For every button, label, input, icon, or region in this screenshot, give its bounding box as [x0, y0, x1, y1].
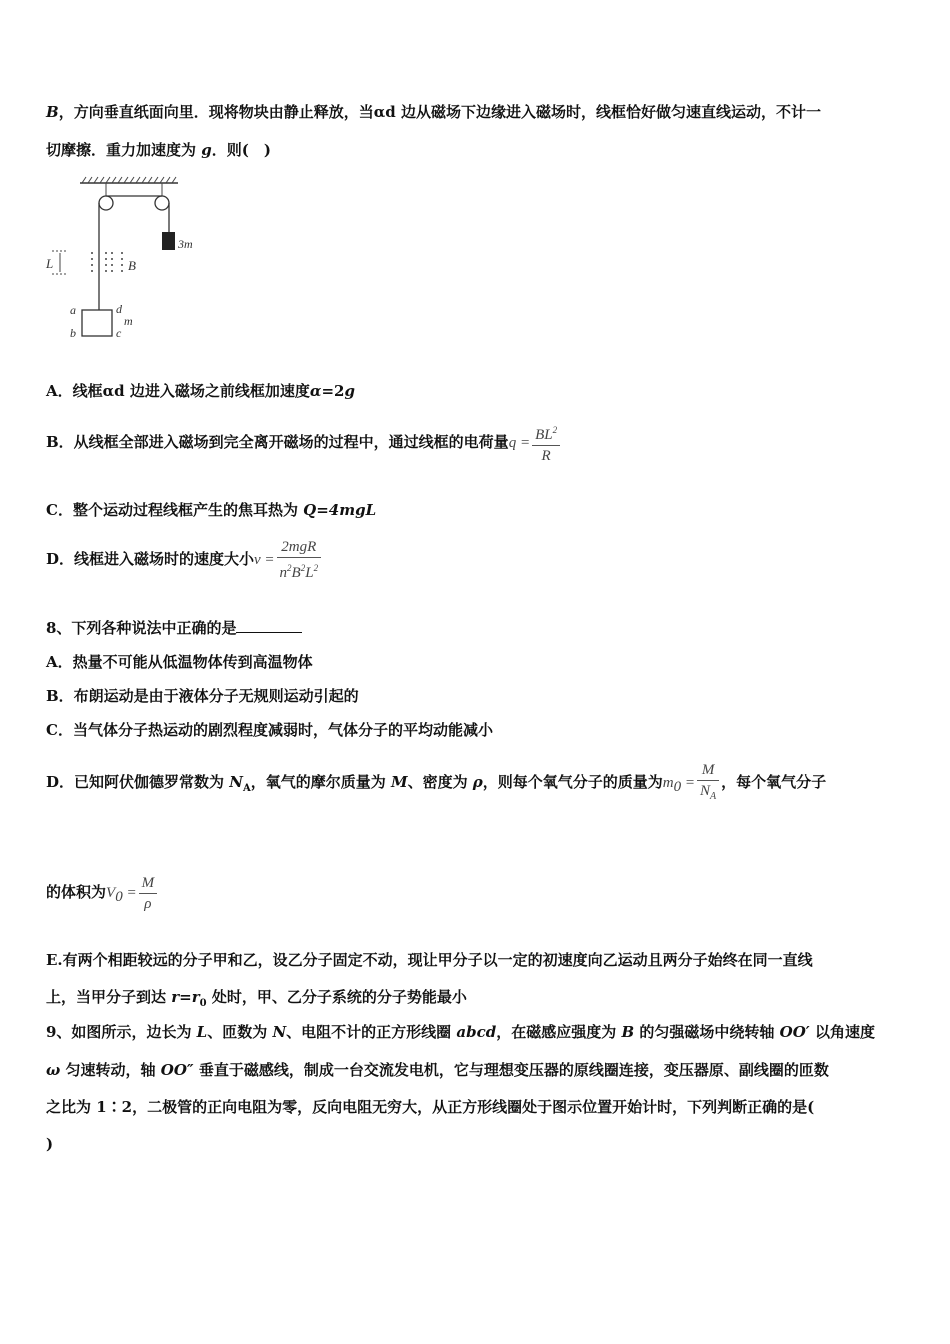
symbol-NA: N: [229, 773, 243, 791]
text: 上，当甲分子到达: [46, 988, 172, 1006]
q8-option-b: [46, 686, 359, 706]
symbol: B: [291, 565, 301, 581]
text: C．整个运动过程线框产生的焦耳热为: [46, 501, 304, 519]
exponent: 2: [300, 563, 306, 573]
exponent: 2: [313, 563, 319, 573]
symbol-V0: V: [106, 885, 116, 901]
q9-line-3: [46, 1097, 814, 1117]
symbol-r0: r: [191, 988, 200, 1006]
symbol-N: N: [272, 1023, 287, 1041]
text: 匀速转动，轴: [60, 1061, 161, 1079]
text: ，则每个氧气分子的质量为: [482, 773, 663, 791]
label-c: c: [116, 326, 122, 340]
text: ，在磁感应强度为: [496, 1023, 622, 1041]
symbol-m0: m: [662, 775, 674, 791]
text: 垂直于磁感线，制成一台交流发电机，它与理想变压器的原线圈连接，变压器原、副线圈的匝数: [193, 1061, 829, 1079]
intro-line-1: [46, 102, 821, 122]
q8-stem: [46, 618, 302, 638]
text: D．线框进入磁场时的速度大小: [46, 550, 255, 568]
text: ): [46, 1135, 54, 1153]
label-3m: 3m: [178, 237, 193, 251]
q8-option-d-cont: [46, 866, 159, 923]
q9-line-1: [46, 1022, 875, 1042]
q8-option-a: [46, 652, 313, 672]
option-7d: [46, 533, 323, 586]
text: 9、如图所示，边长为: [46, 1023, 197, 1041]
pulley-figure: [40, 174, 210, 346]
text: 、匝数为: [207, 1023, 273, 1041]
denominator: N: [700, 782, 711, 799]
symbol-g: g: [344, 382, 355, 400]
fraction-M-over-NA: [697, 760, 719, 807]
label-L: L: [46, 256, 54, 271]
math-lhs: v =: [254, 552, 275, 568]
exponent: 2: [287, 563, 292, 573]
symbol-r: r: [171, 988, 180, 1006]
math-eq: =: [122, 885, 137, 901]
label-B: B: [128, 258, 136, 273]
subscript: 0: [199, 998, 207, 1009]
dimension-L: [52, 251, 68, 274]
text: 、电阻不计的正方形线圈: [286, 1023, 457, 1041]
label-d: d: [116, 302, 122, 316]
denominator: ρ: [139, 893, 158, 914]
text: 处时，甲、乙分子系统的分子势能最小: [206, 988, 467, 1006]
numerator: M: [701, 761, 715, 778]
q9-line-2: [46, 1060, 829, 1080]
text: 边从磁场下边缘进入磁场时，线框恰好做匀速直线运动，不计一: [395, 103, 821, 121]
weight-block: [162, 232, 175, 250]
q8-option-d: [46, 756, 826, 815]
math-eq: =: [681, 775, 696, 791]
subscript: A: [710, 790, 717, 802]
symbol-abcd: abcd: [456, 1023, 497, 1041]
option-7a: [46, 381, 355, 401]
fraction-M-over-rho: [139, 873, 158, 914]
fraction-velocity: [277, 537, 322, 583]
text: A．热量不可能从低温物体传到高温物体: [46, 653, 313, 671]
text: 、密度为: [407, 773, 473, 791]
symbol-L: L: [196, 1023, 208, 1041]
symbol: L: [305, 565, 314, 581]
symbol-ad: αd: [102, 382, 125, 400]
symbol-B: B: [621, 1023, 635, 1041]
text: ，氧气的摩尔质量为: [250, 773, 391, 791]
symbol-alpha: α: [309, 382, 322, 400]
symbol: n: [279, 565, 288, 581]
denominator: R: [532, 445, 560, 466]
label-a: a: [70, 303, 76, 317]
text: A．线框: [46, 382, 103, 400]
symbol-M: M: [390, 773, 408, 791]
coil-frame: [82, 310, 112, 336]
text: ．则( ): [211, 141, 271, 159]
text: 的体积为: [46, 883, 107, 901]
fraction-BL2-over-R: [532, 420, 560, 466]
symbol-g: g: [201, 141, 212, 159]
text: 的匀强磁场中绕转轴: [634, 1023, 780, 1041]
text: =: [179, 988, 192, 1006]
text: 之比为 1∶2，二极管的正向电阻为零，反向电阻无穷大，从正方形线圈处于图示位置开始计时，下列判断正确的是(: [46, 1098, 815, 1116]
numerator: 2mgR: [281, 539, 317, 555]
text: E.有两个相距较远的分子甲和乙，设乙分子固定不动，现让甲分子以一定的初速度向乙运动且两分子始终在同一直线: [46, 951, 813, 969]
subscript: 0: [115, 889, 123, 905]
subscript: A: [242, 783, 251, 794]
text: C．当气体分子热运动的剧烈程度减弱时，气体分子的平均动能减小: [46, 721, 493, 739]
q8-option-c: [46, 720, 493, 740]
text: 边进入磁场之前线框加速度: [124, 382, 310, 400]
text: =2: [321, 382, 345, 400]
math-lhs: q =: [508, 435, 531, 451]
symbol-OO-prime: OO′: [779, 1023, 810, 1041]
option-7c: [46, 500, 376, 520]
text: B．布朗运动是由于液体分子无规则运动引起的: [46, 687, 359, 705]
q8-option-e-line-1: [46, 950, 813, 970]
exponent: 2: [552, 425, 558, 435]
numerator: BL: [535, 427, 553, 443]
symbol-OO-double-prime: OO″: [160, 1061, 194, 1079]
q9-line-4: [46, 1134, 53, 1154]
magnetic-field: [91, 252, 123, 272]
formula: Q=4mgL: [303, 501, 377, 519]
subscript: 0: [673, 779, 682, 795]
label-b: b: [70, 326, 76, 340]
q8-option-e-line-2: [46, 987, 467, 1014]
symbol-ad: αd: [373, 103, 396, 121]
text: B．从线框全部进入磁场到完全离开磁场的过程中，通过线框的电荷量: [46, 433, 509, 451]
numerator: M: [141, 874, 155, 891]
symbol-rho: ρ: [472, 773, 483, 791]
text: 8、下列各种说法中正确的是: [46, 619, 237, 637]
option-7b: [46, 418, 562, 467]
symbol-omega: ω: [46, 1061, 61, 1079]
ceiling: [80, 177, 178, 183]
text: ，方向垂直纸面向里．现将物块由静止释放，当: [58, 103, 374, 121]
intro-line-2: [46, 140, 271, 160]
answer-blank[interactable]: [236, 618, 302, 633]
symbol-B: B: [46, 103, 59, 121]
text: 切摩擦．重力加速度为: [46, 141, 202, 159]
text: ，每个氧气分子: [721, 773, 827, 791]
pulleys: [99, 183, 169, 310]
label-m: m: [124, 314, 133, 328]
text: D．已知阿伏伽德罗常数为: [46, 773, 230, 791]
text: 以角速度: [809, 1023, 875, 1041]
